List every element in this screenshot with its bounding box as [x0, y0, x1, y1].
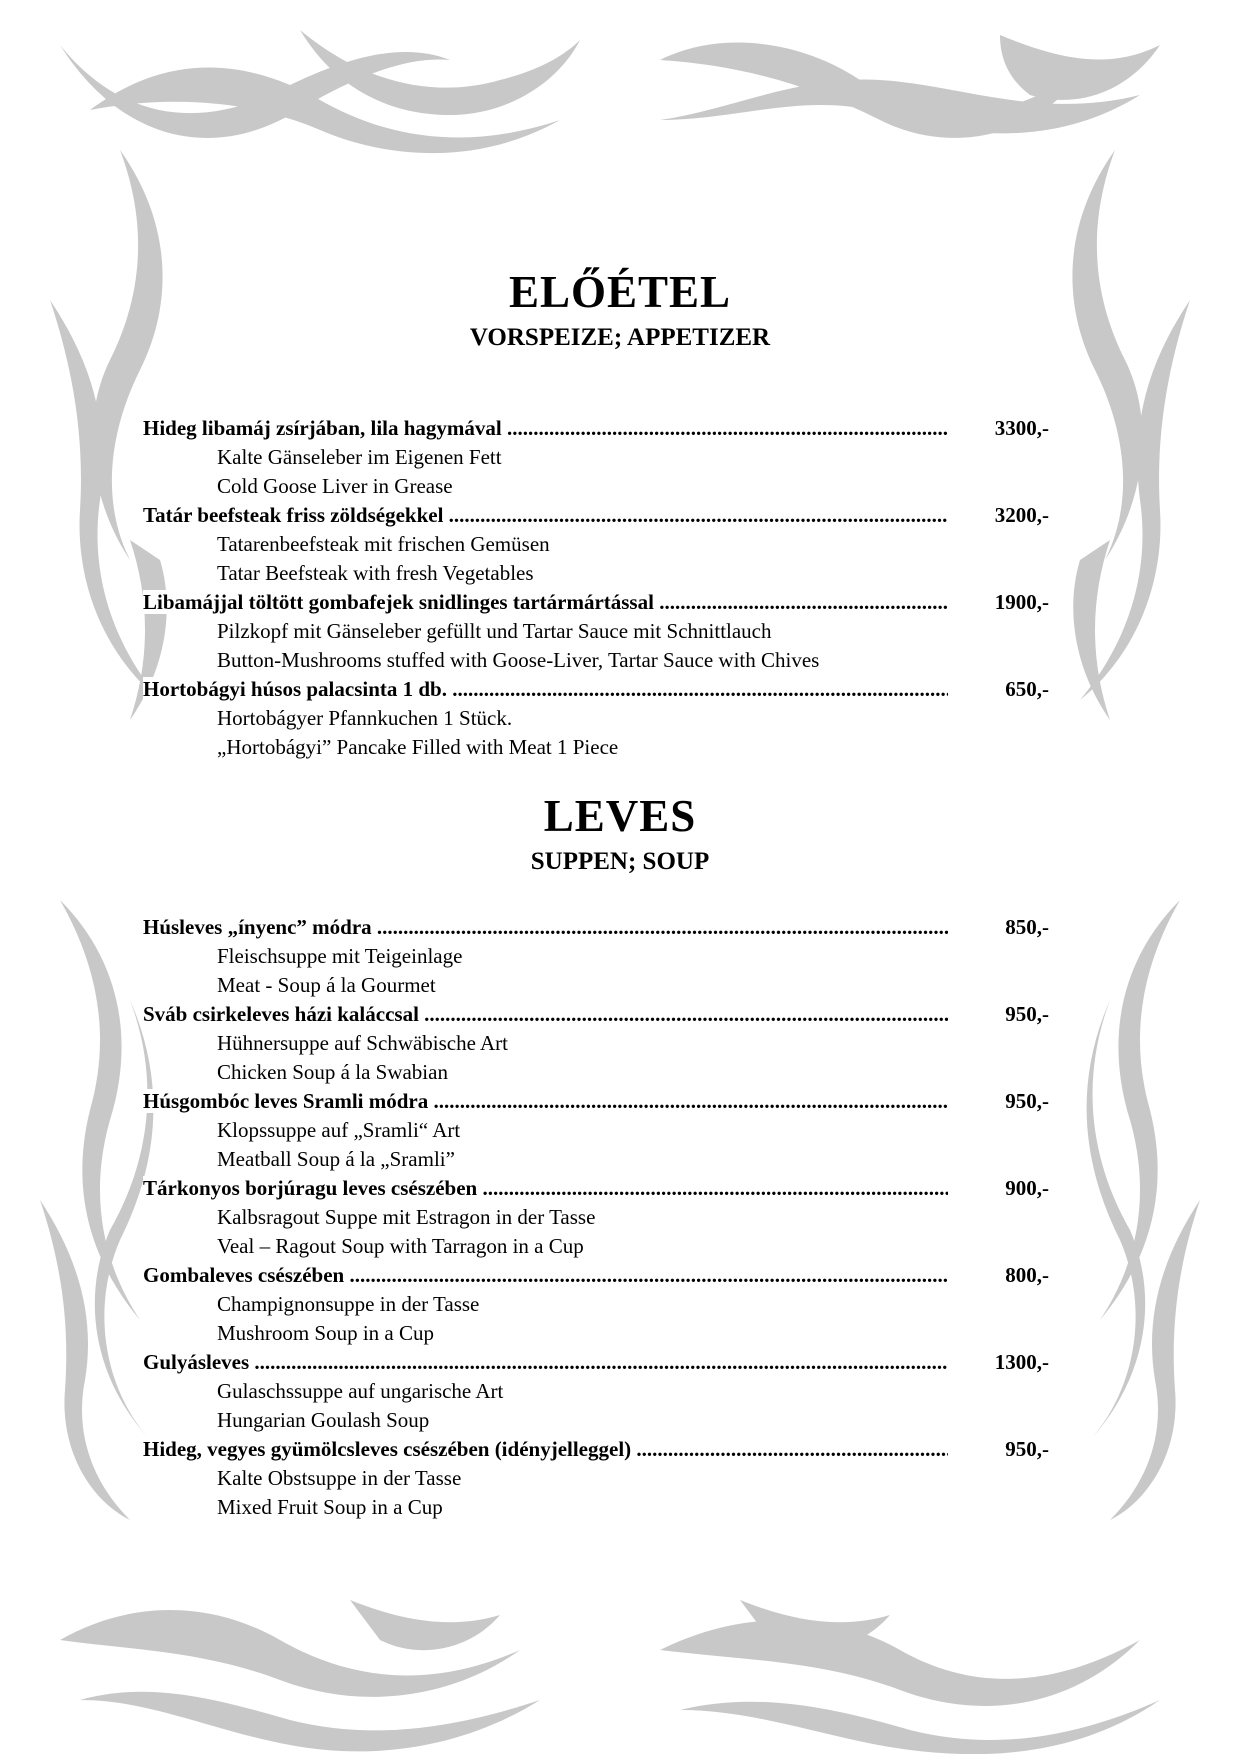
dish-price: 900,- [1005, 1176, 1049, 1200]
dish-price: 1900,- [994, 590, 1049, 614]
menu-item [143, 1000, 1063, 1087]
dish-price: 800,- [1005, 1263, 1049, 1287]
section-subtitle-appetizer: VORSPEIZE; APPETIZER [469, 324, 771, 351]
dish-name: Hortobágyi húsos palacsinta 1 db. ..... [143, 675, 948, 704]
dish-name: Gulyásleves ..... [143, 1348, 948, 1377]
ornament-top-left [60, 30, 580, 153]
ornament-top-right [660, 35, 1160, 138]
soup-list [143, 913, 1063, 1522]
dish-english: Button-Mushrooms stuffed with Goose-Liver, Tartar Sauce with Chives [217, 648, 820, 672]
section-title-soup: LEVES [543, 791, 697, 841]
menu-item [143, 1087, 1063, 1174]
dish-name: Tárkonyos borjúragu leves csészében ..... [143, 1174, 948, 1203]
dish-german: Fleischsuppe mit Teigeinlage [217, 944, 463, 968]
ornament-bottom-right [660, 1600, 1160, 1754]
dish-english: Chicken Soup á la Swabian [217, 1060, 448, 1084]
dish-name: Húsleves „ínyenc” módra ..... [143, 913, 948, 942]
dish-english: „Hortobágyi” Pancake Filled with Meat 1 Piece [217, 735, 619, 759]
menu-item [143, 1348, 1063, 1435]
ornament-right-upper [1072, 150, 1190, 720]
dish-german: Hühnersuppe auf Schwäbische Art [217, 1031, 509, 1055]
ornament-left-lower [40, 900, 153, 1520]
section-title-appetizer: ELŐÉTEL [508, 267, 732, 317]
dish-german: Kalte Obstsuppe in der Tasse [217, 1466, 462, 1490]
dish-name: Hideg, vegyes gyümölcsleves csészében (idényjelleggel) ..... [143, 1435, 948, 1464]
dish-price: 850,- [1005, 915, 1049, 939]
menu-item [143, 1261, 1063, 1348]
dish-name: Hideg libamáj zsírjában, lila hagymával ..... [143, 414, 948, 443]
dish-price: 3200,- [994, 503, 1049, 527]
dish-name: Gombaleves csészében ..... [143, 1261, 948, 1290]
dish-english: Veal – Ragout Soup with Tarragon in a Cup [217, 1234, 584, 1258]
dish-german: Kalte Gänseleber im Eigenen Fett [217, 445, 502, 469]
dish-english: Hungarian Goulash Soup [217, 1408, 430, 1432]
dish-german: Champignonsuppe in der Tasse [217, 1292, 480, 1316]
dish-english: Cold Goose Liver in Grease [217, 474, 453, 498]
dish-english: Meat - Soup á la Gourmet [217, 973, 436, 997]
menu-item [143, 588, 1063, 675]
dish-english: Mushroom Soup in a Cup [217, 1321, 435, 1345]
appetizer-list [143, 414, 1063, 762]
menu-item [143, 1174, 1063, 1261]
dish-name: Tatár beefsteak friss zöldségekkel ..... [143, 501, 948, 530]
menu-item [143, 913, 1063, 1000]
dish-german: Klopssuppe auf „Sramli“ Art [217, 1118, 461, 1142]
dish-english: Mixed Fruit Soup in a Cup [217, 1495, 443, 1519]
dish-price: 950,- [1005, 1437, 1049, 1461]
dish-english: Meatball Soup á la „Sramli” [217, 1147, 455, 1171]
dish-german: Hortobágyer Pfannkuchen 1 Stück. [217, 706, 513, 730]
menu-item [143, 501, 1063, 588]
dish-german: Gulaschssuppe auf ungarische Art [217, 1379, 504, 1403]
dish-english: Tatar Beefsteak with fresh Vegetables [217, 561, 534, 585]
ornament-right-lower [1087, 900, 1200, 1520]
dish-price: 1300,- [994, 1350, 1049, 1374]
dish-price: 950,- [1005, 1089, 1049, 1113]
menu-item [143, 414, 1063, 501]
dish-price: 650,- [1005, 677, 1049, 701]
dish-german: Tatarenbeefsteak mit frischen Gemüsen [217, 532, 550, 556]
section-subtitle-soup: SUPPEN; SOUP [530, 848, 710, 875]
dish-name: Libamájjal töltött gombafejek snidlinges tartármártással ..... [143, 588, 948, 617]
dish-german: Kalbsragout Suppe mit Estragon in der Tasse [217, 1205, 596, 1229]
ornament-bottom-left [60, 1600, 540, 1751]
menu-item [143, 1435, 1063, 1522]
dish-name: Húsgombóc leves Sramli módra ..... [143, 1087, 948, 1116]
dish-price: 950,- [1005, 1002, 1049, 1026]
dish-name: Sváb csirkeleves házi kaláccsal ..... [143, 1000, 948, 1029]
menu-item [143, 675, 1063, 762]
dish-german: Pilzkopf mit Gänseleber gefüllt und Tartar Sauce mit Schnittlauch [217, 619, 772, 643]
dish-price: 3300,- [994, 416, 1049, 440]
